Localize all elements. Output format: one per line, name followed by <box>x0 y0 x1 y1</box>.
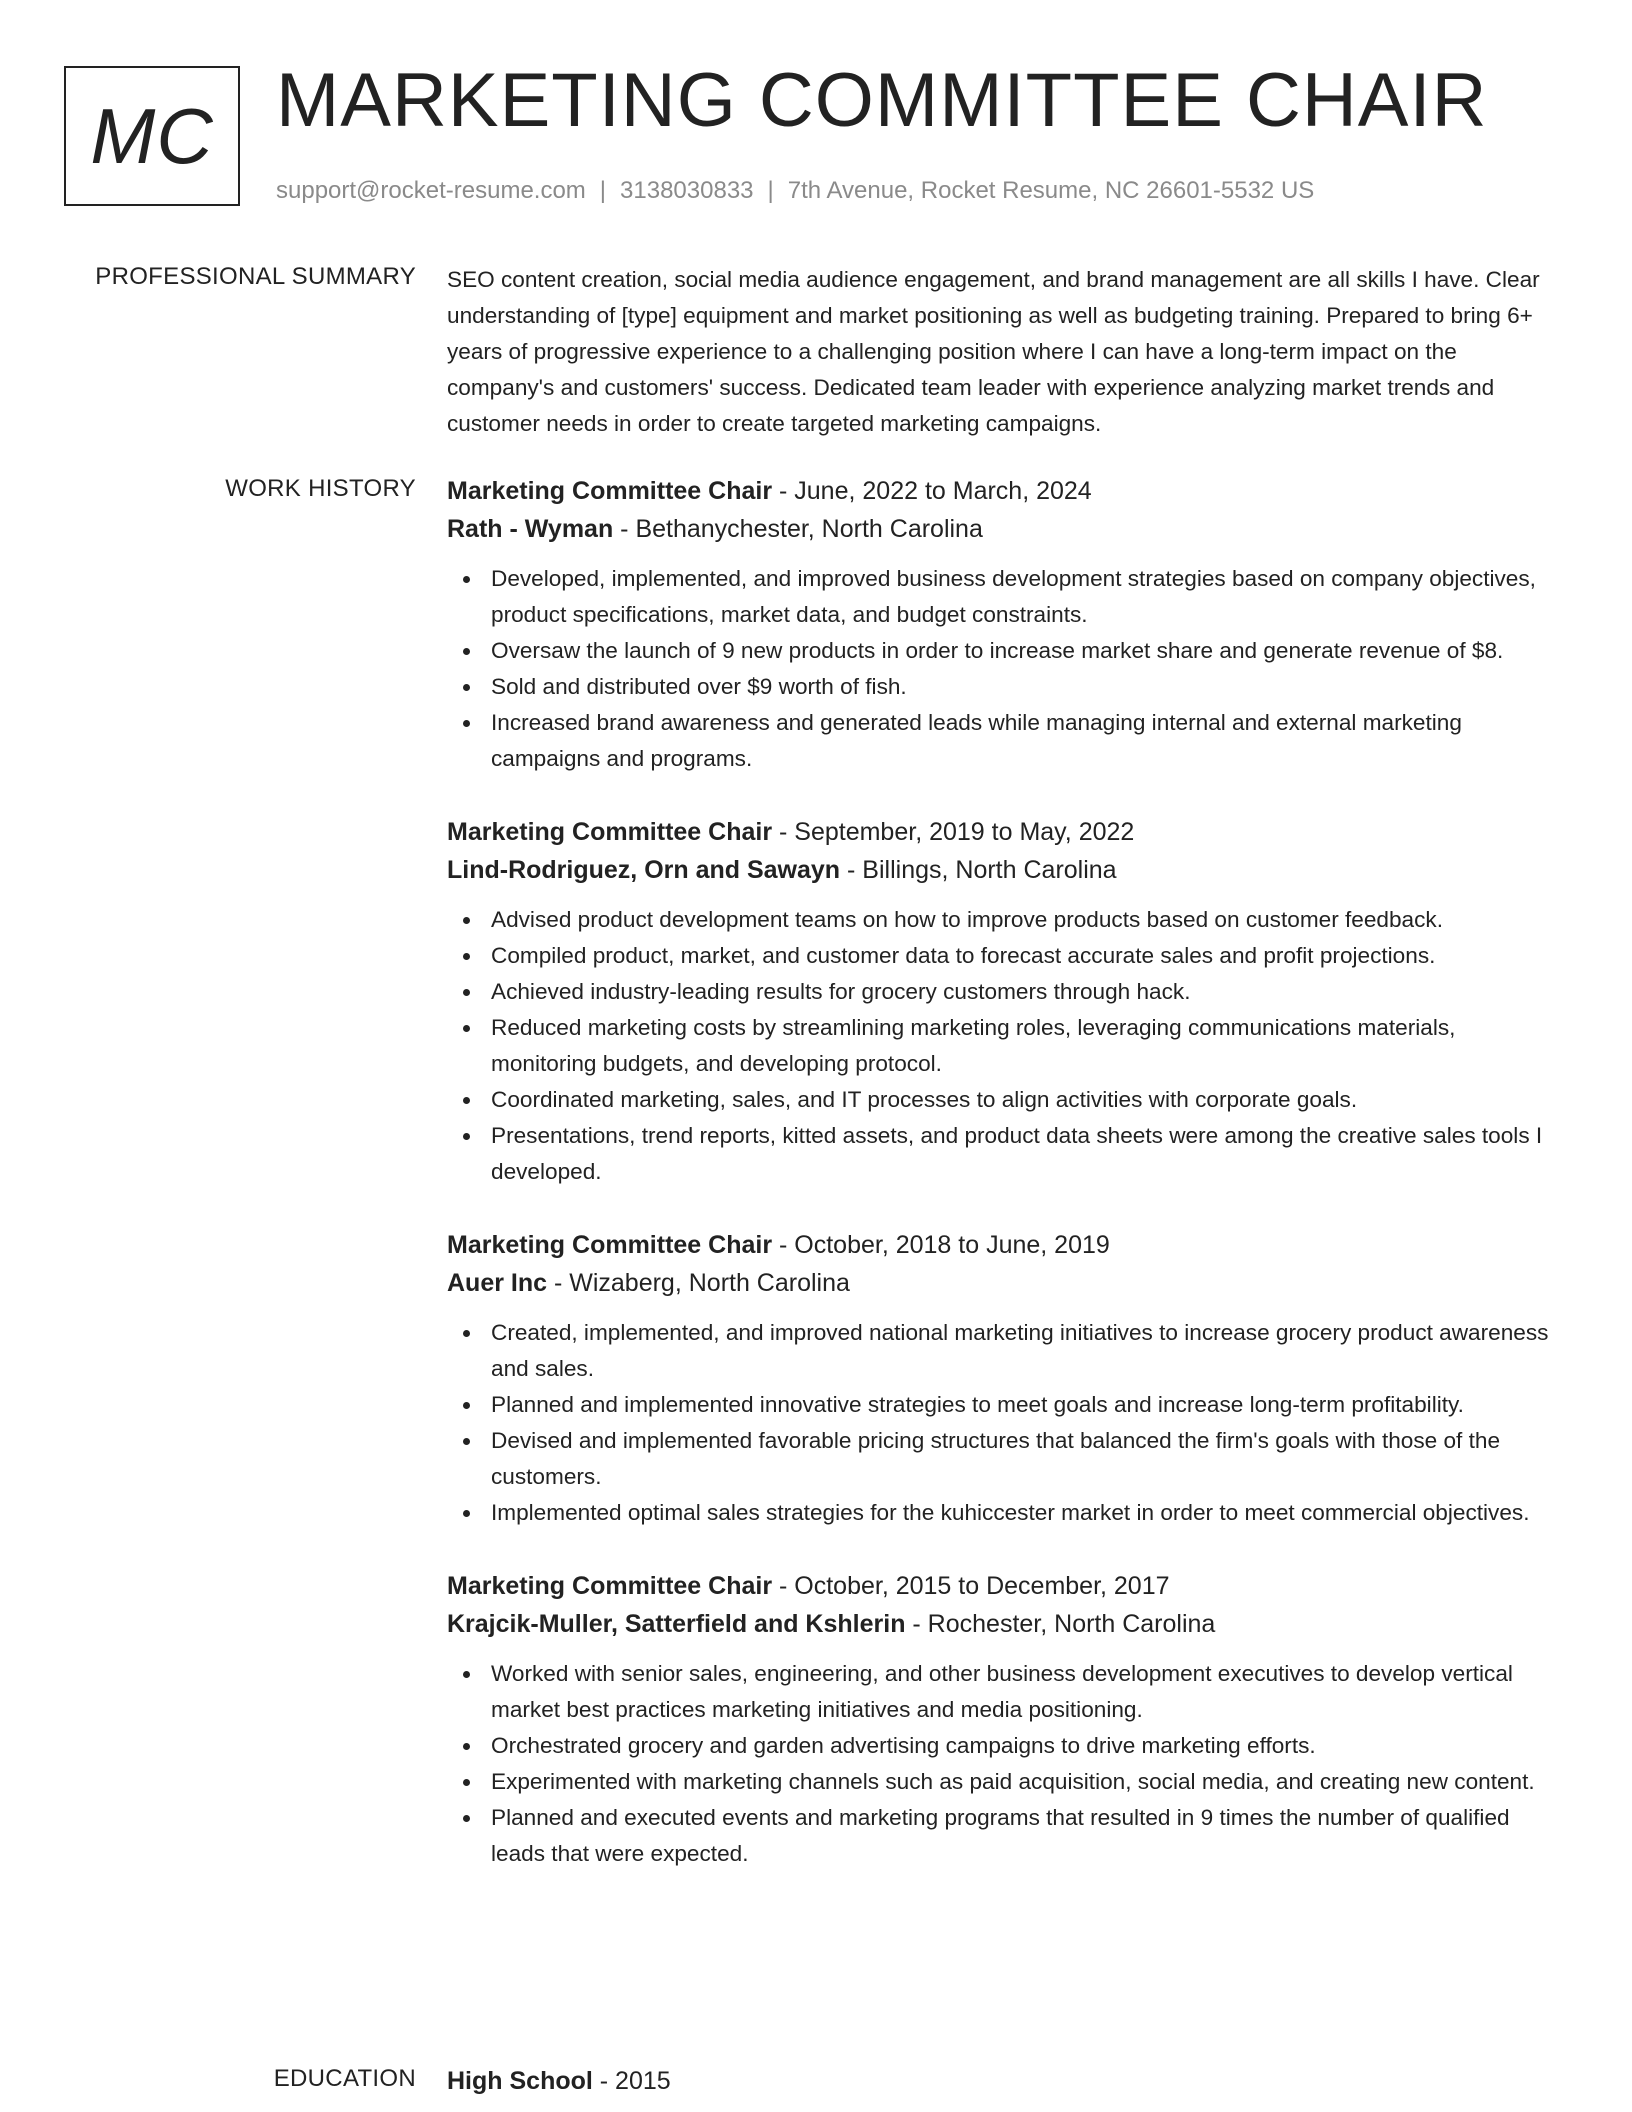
section-label-summary: PROFESSIONAL SUMMARY <box>95 263 416 290</box>
job-dates: - June, 2022 to March, 2024 <box>772 477 1092 505</box>
job-bullet: Created, implemented, and improved national marketing initiatives to increase grocery product awareness and sales. <box>491 1315 1560 1387</box>
job-bullet-list <box>447 561 1560 777</box>
job-entry <box>447 1226 1560 1531</box>
job-entry <box>447 813 1560 1190</box>
job-company-line <box>447 1605 1560 1643</box>
job-bullet: Reduced marketing costs by streamlining marketing roles, leveraging communications materials, monitoring budgets, and developing protocol. <box>491 1010 1560 1082</box>
job-bullet: Presentations, trend reports, kitted assets, and product data sheets were among the creative sales tools I developed. <box>491 1118 1560 1190</box>
job-bullet: Coordinated marketing, sales, and IT processes to align activities with corporate goals. <box>491 1082 1560 1118</box>
job-company-line <box>447 851 1560 889</box>
job-title-line <box>447 472 1560 510</box>
job-bullet-list <box>447 1656 1560 1872</box>
job-bullet: Increased brand awareness and generated leads while managing internal and external marketing campaigns and programs. <box>491 705 1560 777</box>
job-title-line <box>447 1567 1560 1605</box>
job-title: Marketing Committee Chair <box>447 477 773 505</box>
job-bullet: Advised product development teams on how to improve products based on customer feedback. <box>491 902 1560 938</box>
job-company-line <box>447 1264 1560 1302</box>
job-location: - Billings, North Carolina <box>840 856 1117 884</box>
education-degree: High School <box>447 2067 593 2095</box>
contact-phone[interactable]: 3138030833 <box>620 177 754 204</box>
monogram-logo: MC <box>64 66 240 206</box>
job-bullet: Experimented with marketing channels such as paid acquisition, social media, and creating new content. <box>491 1764 1560 1800</box>
job-bullet: Devised and implemented favorable pricing structures that balanced the firm's goals with those of the customers. <box>491 1423 1560 1495</box>
resume-title: MARKETING COMMITTEE CHAIR <box>276 58 1488 143</box>
job-location: - Wizaberg, North Carolina <box>547 1269 850 1297</box>
job-company: Auer Inc <box>447 1269 548 1297</box>
job-title: Marketing Committee Chair <box>447 1572 773 1600</box>
job-bullet-list <box>447 1315 1560 1531</box>
job-bullet: Sold and distributed over $9 worth of fish. <box>491 669 1560 705</box>
job-company: Lind-Rodriguez, Orn and Sawayn <box>447 856 841 884</box>
contact-separator: | <box>599 177 607 204</box>
education-year: - 2015 <box>592 2067 671 2095</box>
job-company: Krajcik-Muller, Satterfield and Kshlerin <box>447 1610 906 1638</box>
job-location: - Rochester, North Carolina <box>905 1610 1216 1638</box>
summary-text: SEO content creation, social media audience engagement, and brand management are all skills I have. Clear understanding of [type] equipment and market positioning as well as budgeting training. Prepared to bring 6+ years of progressive experience to a challenging position where I can have a long-term impact on the company's and customers' success. Dedicated team leader with experience analyzing market trends and customer needs in order to create targeted marketing campaigns. <box>447 267 1540 436</box>
contact-address: 7th Avenue, Rocket Resume, NC 26601-5532 US <box>787 177 1315 204</box>
job-bullet: Achieved industry-leading results for grocery customers through hack. <box>491 974 1560 1010</box>
job-location: - Bethanychester, North Carolina <box>613 515 983 543</box>
job-bullet-list <box>447 902 1560 1190</box>
job-bullet: Oversaw the launch of 9 new products in order to increase market share and generate revenue of $8. <box>491 633 1560 669</box>
job-bullet: Planned and executed events and marketing programs that resulted in 9 times the number of qualified leads that were expected. <box>491 1800 1560 1872</box>
contact-separator: | <box>767 177 774 204</box>
contact-email[interactable]: support@rocket-resume.com <box>276 177 586 204</box>
job-title-line <box>447 1226 1560 1264</box>
job-bullet: Planned and implemented innovative strategies to meet goals and increase long-term profitability. <box>491 1387 1560 1423</box>
job-company-line <box>447 510 1560 548</box>
job-title: Marketing Committee Chair <box>447 818 773 846</box>
job-title-line <box>447 813 1560 851</box>
job-bullet: Developed, implemented, and improved business development strategies based on company objectives, product specifications, market data, and budget constraints. <box>491 561 1560 633</box>
job-bullet: Worked with senior sales, engineering, and other business development executives to develop vertical market best practices marketing initiatives and media positioning. <box>491 1656 1560 1728</box>
job-entry <box>447 1567 1560 1872</box>
job-title: Marketing Committee Chair <box>447 1231 773 1259</box>
job-entry <box>447 472 1560 777</box>
education-degree-line <box>447 2062 1560 2100</box>
job-bullet: Compiled product, market, and customer data to forecast accurate sales and profit projections. <box>491 938 1560 974</box>
job-dates: - September, 2019 to May, 2022 <box>772 818 1135 846</box>
job-company: Rath - Wyman <box>447 515 614 543</box>
job-dates: - October, 2015 to December, 2017 <box>772 1572 1170 1600</box>
section-label-work-history: WORK HISTORY <box>225 475 416 502</box>
section-label-education: EDUCATION <box>273 2065 416 2092</box>
job-dates: - October, 2018 to June, 2019 <box>772 1231 1110 1259</box>
job-bullet: Implemented optimal sales strategies for the kuhiccester market in order to meet commercial objectives. <box>491 1495 1560 1531</box>
contact-line <box>276 176 1314 206</box>
job-bullet: Orchestrated grocery and garden advertising campaigns to drive marketing efforts. <box>491 1728 1560 1764</box>
